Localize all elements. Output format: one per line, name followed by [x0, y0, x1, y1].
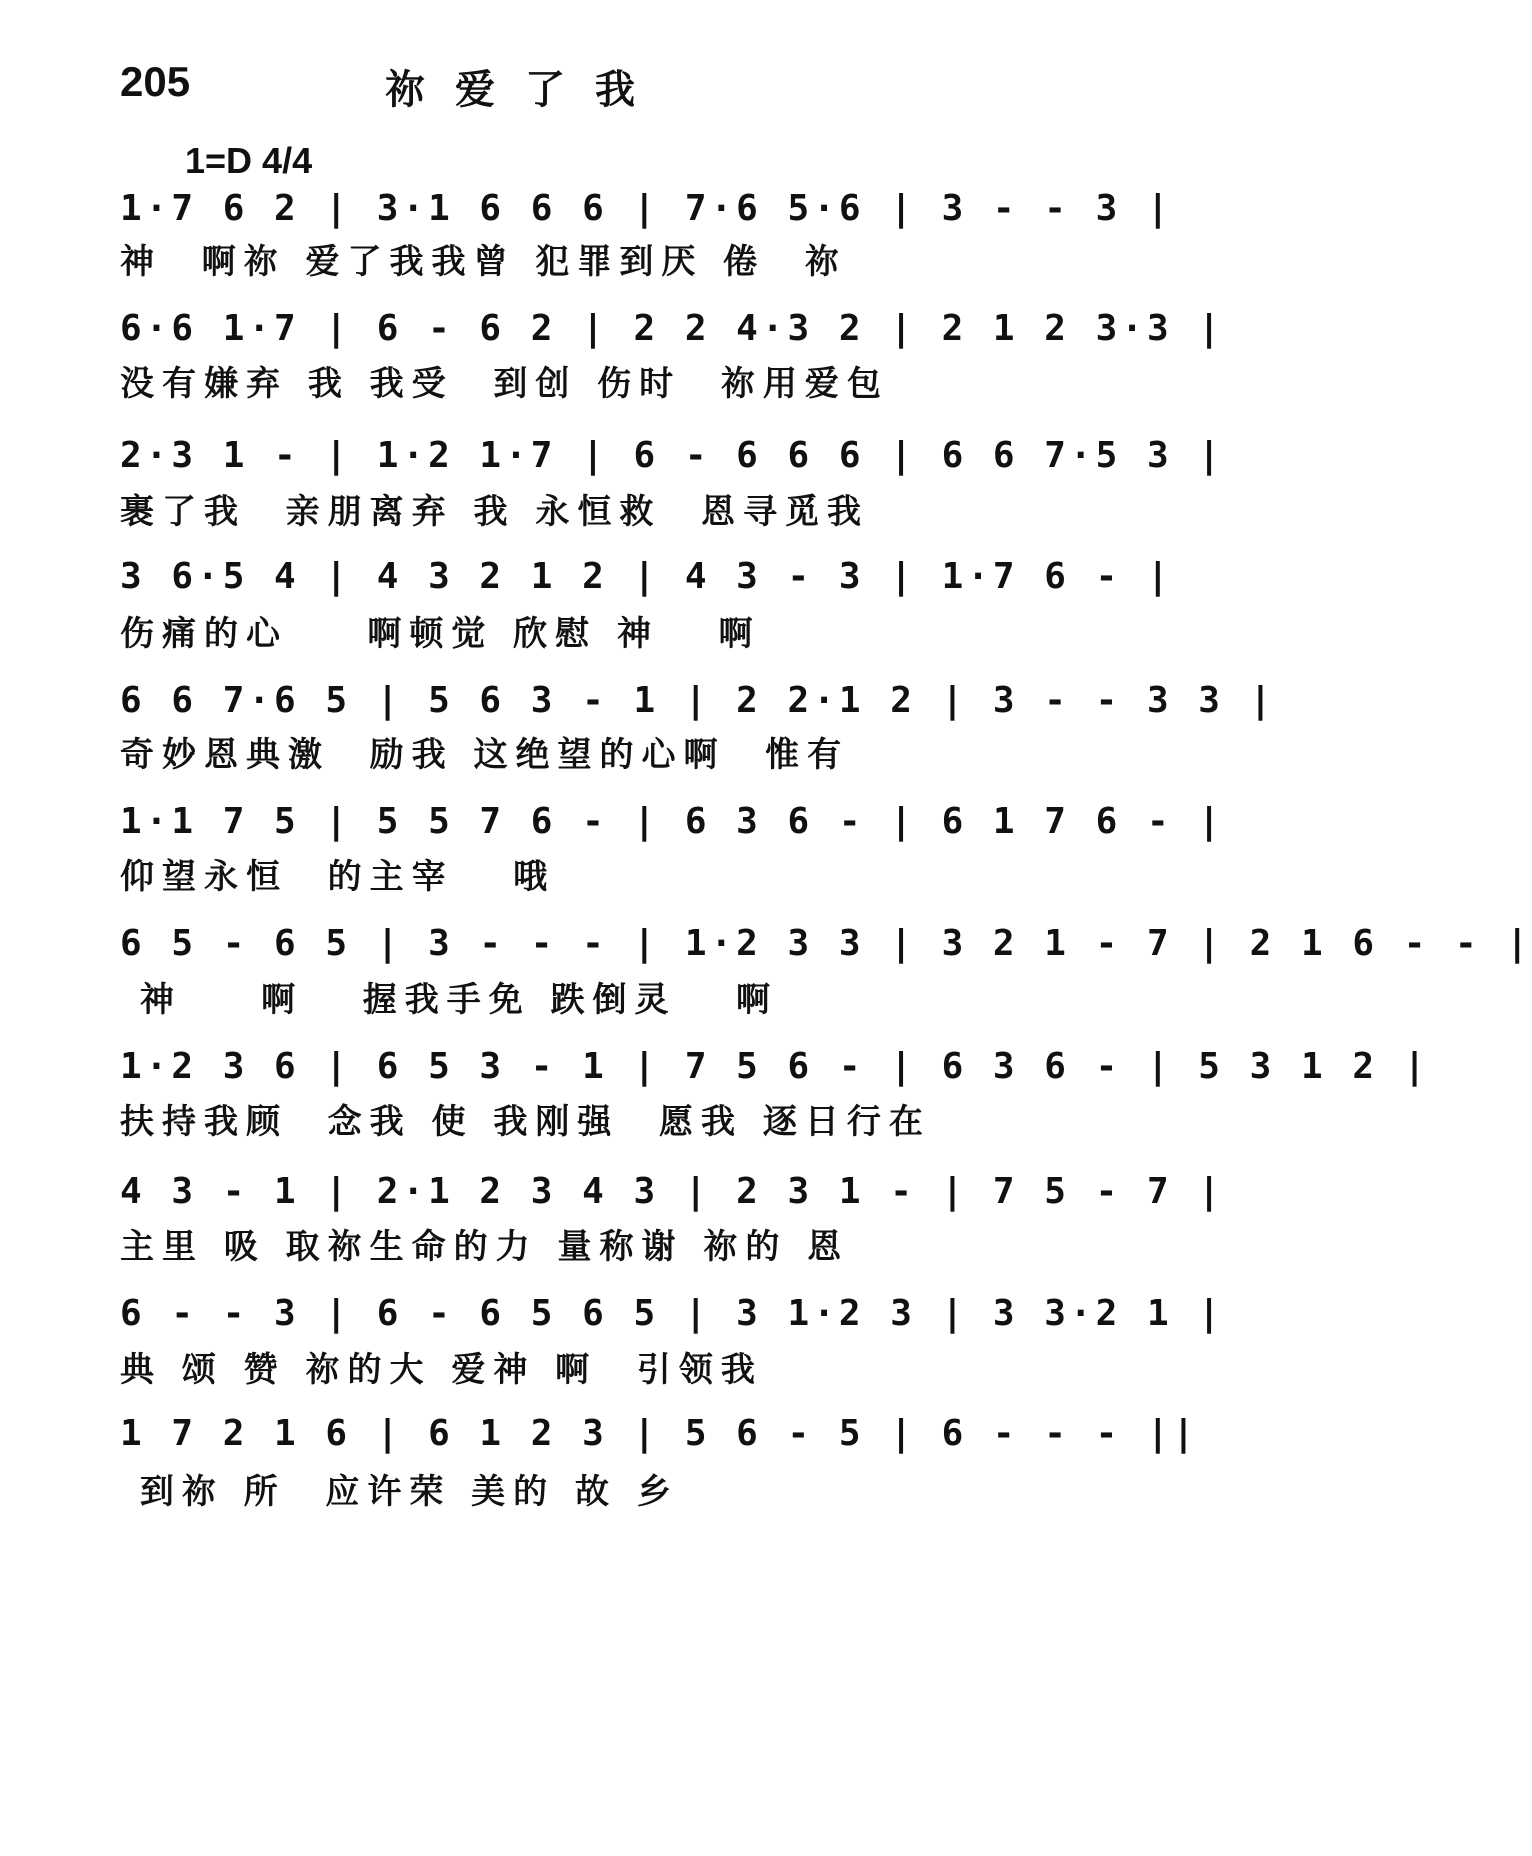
notation-line-6: 1·1 7 5 | 5 5 7 6 - | 6 3 6 - | 6 1 7 6 - |	[120, 801, 1224, 842]
hymn-title: 祢爱了我	[385, 67, 665, 113]
hymn-number: 205	[120, 58, 191, 105]
notation-line-1: 1·7 6 2 | 3·1 6 6 6 | 7·6 5·6 | 3 - - 3 |	[120, 188, 1173, 229]
notation-line-11: 1 7 2 1 6 | 6 1 2 3 | 5 6 - 5 | 6 - - - ||	[120, 1413, 1199, 1454]
notation-line-7: 6 5 - 6 5 | 3 - - - | 1·2 3 3 | 3 2 1 - 7 | 2 1 6 - - |	[120, 923, 1532, 964]
notation-line-5: 6 6 7·6 5 | 5 6 3 - 1 | 2 2·1 2 | 3 - - 3 3 |	[120, 680, 1276, 721]
lyrics-line-8: 扶持我顾 念我 使 我刚强 愿我 逐日行在	[120, 1102, 931, 1142]
lyrics-line-4: 伤痛的心 啊顿觉 欣慰 神 啊	[120, 614, 761, 654]
notation-line-9: 4 3 - 1 | 2·1 2 3 4 3 | 2 3 1 - | 7 5 - 7 |	[120, 1171, 1224, 1212]
lyrics-line-9: 主里 吸 取祢生命的力 量称谢 祢的 恩	[120, 1227, 850, 1267]
lyrics-line-6: 仰望永恒 的主宰 哦	[120, 857, 556, 897]
lyrics-line-5: 奇妙恩典激 励我 这绝望的心啊 惟有	[120, 735, 850, 775]
lyrics-line-11: 到祢 所 应许荣 美的 故 乡	[120, 1472, 679, 1512]
notation-line-4: 3 6·5 4 | 4 3 2 1 2 | 4 3 - 3 | 1·7 6 - |	[120, 556, 1173, 597]
lyrics-line-10: 典 颂 赞 祢的大 爱神 啊 引领我	[120, 1350, 763, 1390]
lyrics-line-3: 裹了我 亲朋离弃 我 永恒救 恩寻觅我	[120, 492, 870, 532]
lyrics-line-2: 没有嫌弃 我 我受 到创 伤时 祢用爱包	[120, 364, 889, 404]
notation-line-10: 6 - - 3 | 6 - 6 5 6 5 | 3 1·2 3 | 3 3·2 1 |	[120, 1293, 1224, 1334]
notation-line-8: 1·2 3 6 | 6 5 3 - 1 | 7 5 6 - | 6 3 6 - | 5 3 1 2 |	[120, 1046, 1430, 1087]
notation-line-3: 2·3 1 - | 1·2 1·7 | 6 - 6 6 6 | 6 6 7·5 3 |	[120, 435, 1224, 476]
key-signature: 1=D 4/4	[185, 140, 313, 181]
notation-line-2: 6·6 1·7 | 6 - 6 2 | 2 2 4·3 2 | 2 1 2 3·3 |	[120, 308, 1224, 349]
lyrics-line-7: 神 啊 握我手免 跌倒灵 啊	[120, 980, 779, 1020]
lyrics-line-1: 神 啊祢 爱了我我曾 犯罪到厌 倦 祢	[120, 242, 847, 282]
